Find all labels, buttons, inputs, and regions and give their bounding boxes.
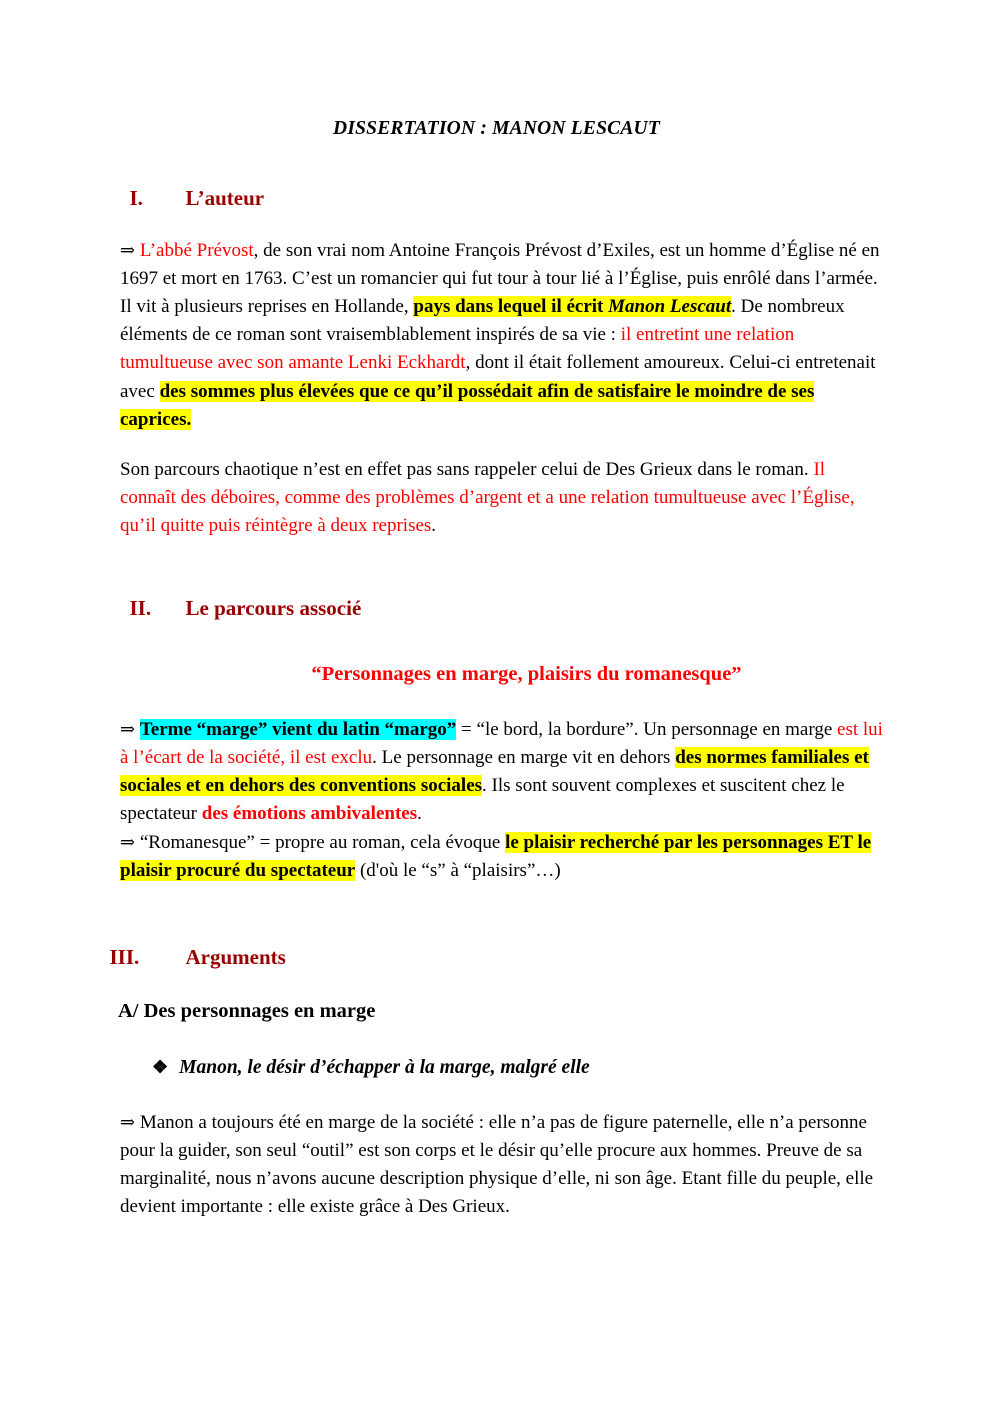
heading-label-iii: Arguments — [185, 944, 286, 969]
text-run: . — [431, 514, 437, 536]
heading-subsection-a: A/ Des personnages en marge — [118, 999, 376, 1022]
text-run: . Ils sont souvent complexes et suscitent chez le spectateur — [120, 775, 845, 825]
bullet-item-manon — [0, 1057, 993, 1079]
spacer — [0, 1023, 993, 1057]
red-bold-emotions-ambivalentes: des émotions ambivalentes — [201, 803, 418, 825]
text-run: . De nombreux éléments de ce roman sont vraisemblablement inspirés de sa vie : — [120, 296, 845, 346]
heading-section-iii — [0, 945, 993, 970]
diamond-bullet-icon: ❖ — [152, 1056, 169, 1077]
heading-number-iii: III. — [109, 944, 140, 969]
paragraph-manon-marginalite — [0, 1109, 993, 1221]
text-run: = “le bord, la bordure”. Un personnage en marge — [456, 719, 838, 741]
text-run: . Le personnage en marge vit en dehors — [372, 747, 676, 769]
text-run: . — [417, 803, 422, 825]
parcours-subtitle: “Personnages en marge, plaisirs du romanesque” — [311, 663, 742, 686]
arrow-icon: ⇒ — [120, 240, 136, 260]
text-run: Son parcours chaotique n’est en effet pas sans rappeler celui de Des Grieux dans le roman. — [120, 458, 814, 480]
heading-number-ii: II. — [129, 596, 152, 621]
spacer — [0, 885, 993, 945]
text-run: (d'où le “s” à “plaisirs”…) — [355, 859, 561, 881]
paragraph-des-grieux-parallel — [0, 456, 993, 540]
highlight-yellow-pays-dans-lequel: pays dans lequel il écrit — [413, 296, 609, 318]
red-text-abbe-prevost: L’abbé Prévost — [139, 240, 254, 261]
red-text-deboires: Il connaît des déboires, comme des problèmes d’argent et a une relation tumultueuse avec l’Église, qu’il quitte puis réintègre à deux reprises — [120, 458, 855, 536]
spacer — [0, 1079, 993, 1109]
highlight-yellow-plaisir-recherche: le plaisir recherché par les personnages ET le plaisir procuré du spectateur — [120, 831, 872, 881]
paragraph-author-intro — [0, 237, 993, 434]
paragraph-marge-definition — [0, 716, 993, 828]
spacer — [0, 540, 993, 596]
arrow-icon: ⇒ — [120, 831, 136, 852]
text-run: “Romanesque” = propre au roman, cela évoque — [135, 831, 506, 853]
bullet-item-label: Manon, le désir d’échapper à la marge, malgré elle — [179, 1056, 590, 1078]
heading-section-ii — [0, 596, 993, 621]
heading-number-i: I. — [129, 186, 143, 210]
spacer — [0, 970, 993, 1000]
spacer — [0, 211, 993, 237]
text-run: Manon a toujours été en marge de la société : elle n’a pas de figure paternelle, elle n’a personne pour la guider, son seul “outil” est son corps et le désir qu’elle procure aux hommes. Preuve de sa marginalité, nous n’avons aucune description physique d’elle, ni son âge. Etant fille du peuple, elle devient importante : elle existe grâce à Des Grieux. — [120, 1111, 874, 1218]
spacer — [0, 686, 993, 716]
highlight-yellow-normes-familiales: des normes familiales et sociales et en dehors des conventions sociales — [120, 747, 869, 797]
heading-label-ii: Le parcours associé — [185, 596, 362, 621]
page-title: DISSERTATION : MANON LESCAUT — [333, 118, 660, 139]
heading-label-i: L’auteur — [185, 186, 265, 210]
highlight-yellow-manon-lescaut-title: Manon Lescaut — [608, 296, 732, 318]
text-run: , dont il était follement amoureux. Celui-ci entretenait avec — [120, 352, 876, 402]
spacer — [0, 434, 993, 456]
spacer — [0, 621, 993, 663]
red-text-lenki-eckhardt: il entretint une relation tumultueuse avec son amante Lenki Eckhardt — [120, 324, 795, 374]
highlight-cyan-terme-marge: Terme “marge” vient du latin “margo” — [139, 719, 457, 741]
paragraph-romanesque-definition — [0, 829, 993, 885]
spacer — [0, 140, 993, 186]
highlight-yellow-sommes-elevees: des sommes plus élevées que ce qu’il possédait afin de satisfaire le moindre de ses caprices. — [120, 380, 815, 430]
arrow-icon: ⇒ — [120, 1111, 136, 1132]
arrow-icon: ⇒ — [120, 719, 136, 740]
text-run: , de son vrai nom Antoine François Prévost d’Exiles, est un homme d’Église né en 1697 et mort en 1763. C’est un romancier qui fut tour à tour lié à l’Église, puis enrôlé dans l’armée. Il vit à plusieurs reprises en Hollande, — [120, 240, 880, 318]
heading-section-i — [0, 186, 993, 211]
red-text-ecart-societe: est lui à l’écart de la société, il est exclu — [120, 719, 883, 769]
